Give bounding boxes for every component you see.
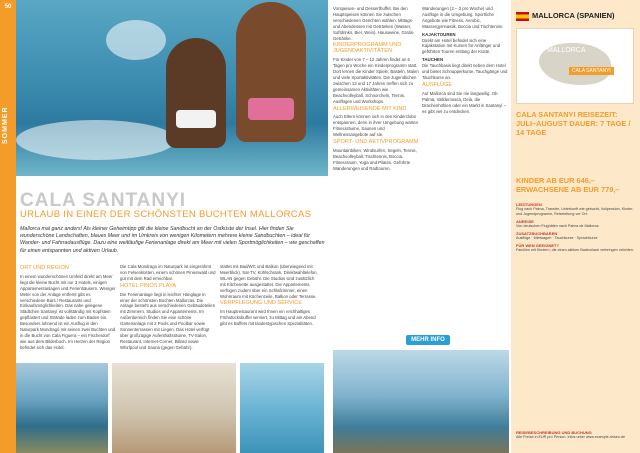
subsection-heading: KAJAKTOUREN <box>422 31 456 37</box>
column-2 <box>120 264 216 353</box>
body-text: Vorspeisen- und Dessertbuffet. Bei den Hauptspeisen können Sie zwischen verschiedenen Gerichten wählen. Mittags- und Abendessen mit Getränken (Wasser, Softdrinks, Bier, Wein). Hausweine, Gratis-Getränke. <box>333 6 415 41</box>
body-text: Die Cala Mondrago im Naturpark ist eingerahmt von Felsenküsten, einem schönen Pinienwald und gut mit dem Rad erreichbar. <box>120 264 216 281</box>
detail-text: Alle Preise in EUR pro Person. Infos unter www.example-reisen.de <box>516 435 626 439</box>
section-heading: ORT UND REGION <box>20 265 69 271</box>
body-text: Im Hauptrestaurant wird Ihnen ein reichhaltiges Frühstücksbuffet serviert, zu Mittag und am Abend gibt es Buffets mit landestypischen Spezialitäten. <box>220 309 316 327</box>
season-label: SOMMER <box>2 106 9 144</box>
detail-text: Familien mit Kindern, die einen aktiven Badeurlaub verbringen möchten. <box>516 248 634 252</box>
region-label: MALLORCA (SPANIEN) <box>532 11 615 20</box>
body-text: Die Ferienanlage liegt in leichter Hanglage in einer der schönsten Buchten Mallorcas. Die Anlage besteht aus verschiedenen Gebäudeteilen mit Zimmern, Studios und Appartements. Im Außenbereich finden Sie eine schöne Gartenanlage mit 2 Pools und Poolbar sowie Sonnenterrassen mit Liegen. Das Hotel verfügt über großzügige Aufenthaltsräume, TV-Salon, Restaurant, Internet-Corner, Billard sowie Whirlpool und Sauna (gegen Gebühr). <box>120 291 216 350</box>
body-text: Direkt am Hotel befindet sich eine Kajakstation mit Kursen für Anfänger und geführten Touren entlang der Küste. <box>422 37 501 55</box>
hotel-room-photo <box>112 363 236 453</box>
section-heading: KINDERPROGRAMM UND JUGENDAKTIVITÄTEN <box>333 42 402 55</box>
price-info: KINDER AB EUR 646,– ERWACHSENE AB EUR 779,– <box>516 176 620 194</box>
page-subtitle: URLAUB IN EINER DER SCHÖNSTEN BUCHTEN MALLORCAS <box>20 209 312 220</box>
page-number: 50 <box>4 4 12 10</box>
body-text: Auch Eltern können sich in den Kinderclubs entspannen, denn in ihrer Umgebung warten Fitnessräume, Saunen und Wellnessangebote auf sie. <box>333 114 419 138</box>
detail-heading: LEISTUNGEN <box>516 202 542 207</box>
detail-heading: ZUSATZBUCHBAREN <box>516 231 558 236</box>
body-text: Für Kinder von 7 – 12 Jahren findet an 6 Tagen pro Woche ein Kinderprogramm statt. Dort lernen die Kinder Spiele, Basteln, Malen und viele Sportaktivitäten. Die Jugendlichen zwischen 13 und 17 Jahren treffen sich zu gemeinsamen Aktivitäten wie Beachvolleyball, Schnorcheln, Tennis, Ausflügen und Workshops. <box>333 57 419 104</box>
column-5 <box>422 6 508 116</box>
bay-photo <box>16 363 108 453</box>
map-location-tag: CALA SANTANYI <box>569 67 614 75</box>
column-1 <box>20 264 116 353</box>
detail-heading: ANREISE <box>516 219 534 224</box>
detail-text: Ausflüge · Mietwagen · Tauchkurse · Sprachkurse <box>516 236 598 240</box>
section-heading: SPORT- UND AKTIVPROGRAMM <box>333 139 419 146</box>
body-text: In einem wunderschönen Umfeld direkt am Meer liegt die kleine Bucht mit nur 3 Hotels, einigen Appartementanlagen und Ferienhäusern. Weniger Meter von der Anlage entfernt gibt es verschiedene Bars / Restaurants und Einkaufsmöglichkeiten. Das nahe gelegene Städtchen Santanyí ist vollständig mit Kopfstein gepflastert und Strände laden zum Baden ein. Besonders lohnend ist ein Ausflug in den Naturpark Mondragó mit seinen zwei Buchten und in die Bucht von Cala Figuera – ein Fischerdorf wie aus dem Bilderbuch. Im Herzen der Region befindet sich das Hotel. <box>20 273 116 350</box>
harbour-photo <box>333 350 509 453</box>
body-text: Wanderungen (2 – 3 pro Woche) und Ausflüge in die Umgebung. Sportliche Angebote wie Fitness, Aerobic, Wassergymnastik, Boccia und Tischtennis. <box>422 6 504 29</box>
column-4 <box>333 6 419 174</box>
location-map <box>516 28 634 104</box>
intro-text: Mallorca mal ganz anders! Als kleiner Geheimtipp gilt die kleine Sandbucht an der Ostküste der Insel. Hier finden Sie wunderschöne Landschaften, blaues Meer und im Umkreis von wenigen Kilometern mehrere kleine Sandbuchten – ideal für Wander- und Fahrradausflüge. Dazu eine weitläufige Ferienanlage direkt am Meer mit vielen Sportmöglichkeiten – wie geschaffen für einen entspannten und aktiven Urlaub. <box>20 226 325 254</box>
detail-text: Flug nach Palma, Transfer, Unterkunft wie gebucht, Vollpension, Kinder- und Jugendprogramm, Reiseleitung vor Ort. <box>516 207 634 216</box>
more-info-button[interactable]: MEHR INFO <box>406 335 450 345</box>
page-spine <box>0 0 16 453</box>
section-heading: HOTEL PINOS PLAYA <box>120 282 177 289</box>
detail-heading: FÜR WEN GEEIGNET? <box>516 243 559 248</box>
detail-text: Von deutschen Flughäfen nach Palma de Mallorca. <box>516 224 600 228</box>
pool-photo <box>240 363 324 453</box>
spain-flag-icon <box>516 12 529 21</box>
child-figure <box>236 2 306 142</box>
hero-photo <box>16 0 328 176</box>
body-text: stattet mit Bad/WC und Balkon (überwiegend mit Meerblick), Sat-TV, Kühlschrank, Direktwahltelefon, WLAN gegen Gebühr. Die Studios sind zusätzlich mit Kitchenette ausgestattet. Die Appartements verfügen zudem über ein Schlafzimmer, einen Wohnraum mit Küchenzeile, Balkon oder Terrasse. <box>220 264 318 299</box>
travel-time: CALA SANTANYI REISEZEIT: JULI–AUGUST DAUER: 7 TAGE / 14 TAGE <box>516 110 631 137</box>
body-text: Die Tauchbasis liegt direkt neben dem Hotel und bietet Schnupperkurse, Tauchgänge und Tauchkurse an. <box>422 63 508 80</box>
booking-info <box>516 430 636 440</box>
child-figure <box>166 38 226 148</box>
section-heading: ALLERWEISENDE MIT KIND <box>333 105 407 112</box>
column-3 <box>220 264 318 329</box>
body-text: Mountainbiken, Windsurfen, Segeln, Tennis, Beachvolleyball, Tischtennis, Boccia, Fitnessraum, Yoga und Pilates. Geführte Wanderungen und Radtouren. <box>333 147 417 171</box>
sidebar-details <box>516 200 636 253</box>
map-label: MALLORCA <box>547 47 586 54</box>
subsection-heading: TAUCHEN <box>422 57 444 63</box>
section-heading: VERPFLEGUNG UND SERVICE <box>220 300 302 307</box>
page-title: CALA SANTANYI <box>20 190 187 211</box>
body-text: Auf Mallorca sind Sie nie langweilig. Ob Palma, Valldemossa, Deià, die Drachenhöhlen oder ein Markt in Santanyí – es gibt viel zu entdecken. <box>422 90 507 114</box>
section-heading: AUSFLÜGE <box>422 81 453 88</box>
detail-heading: REISEBESCHREIBUNG UND BUCHUNG <box>516 430 592 435</box>
